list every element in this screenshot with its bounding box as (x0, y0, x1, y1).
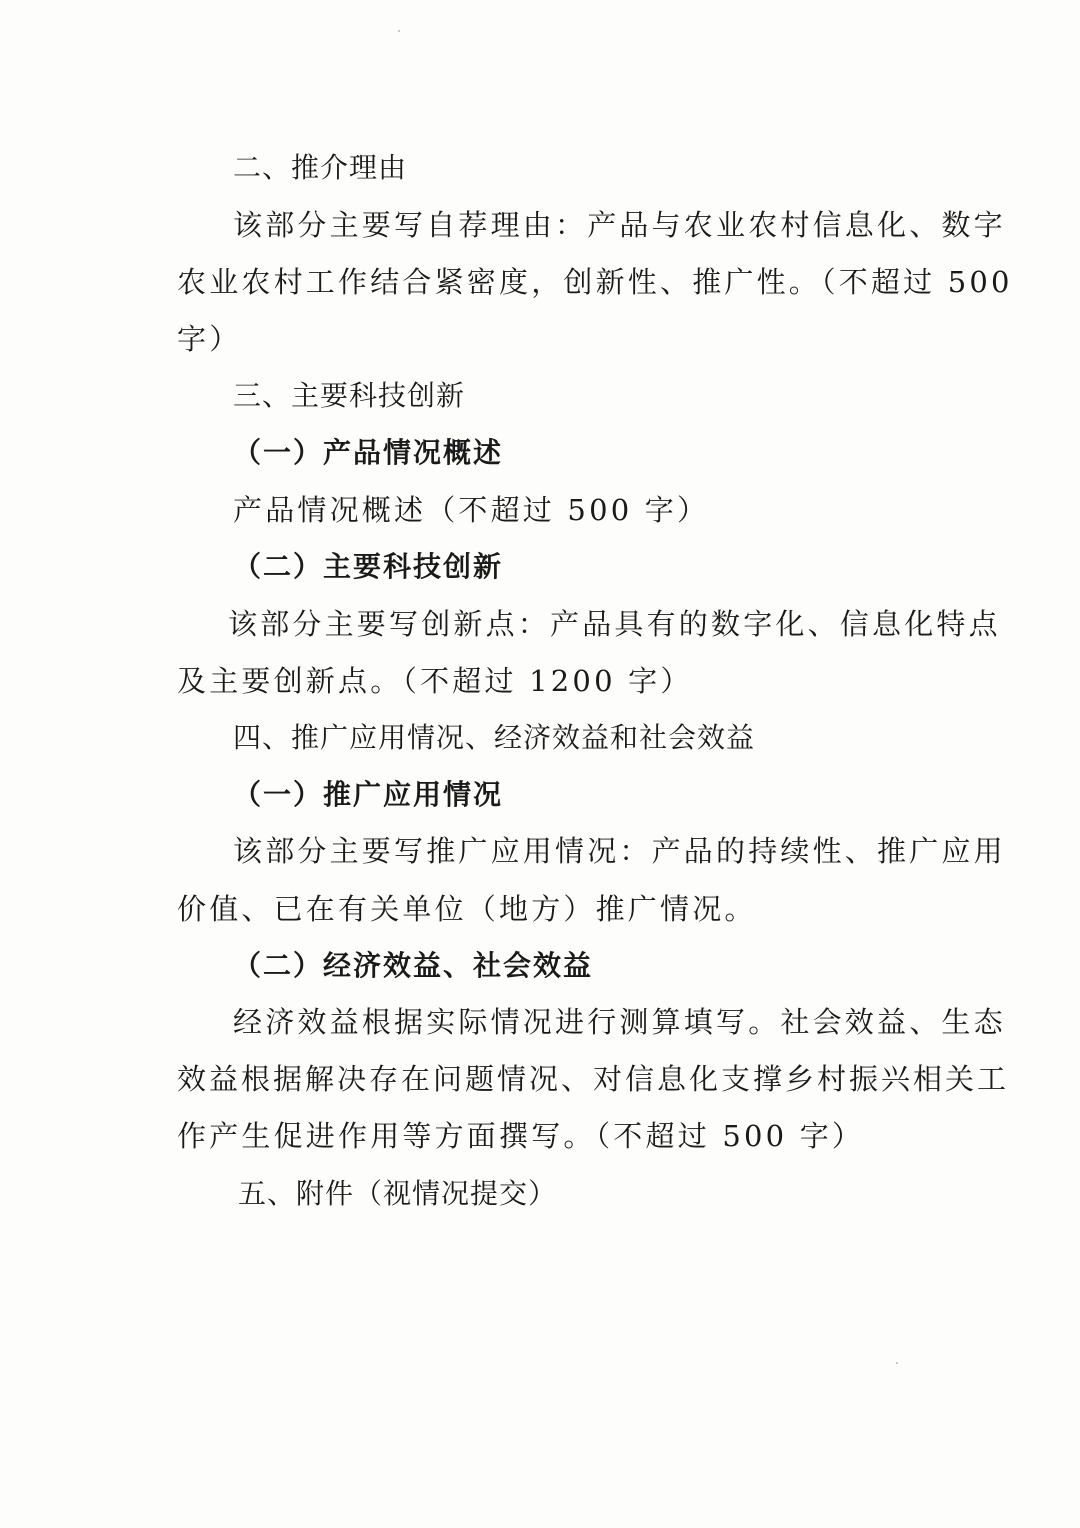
section-heading-innovation: 三、主要科技创新 (233, 379, 466, 412)
paragraph-line: 价值、已在有关单位（地方）推广情况。 (177, 892, 757, 926)
scan-speck (896, 1362, 898, 1364)
paragraph-line: 该部分主要写自荐理由：产品与农业农村信息化、数字 (233, 208, 1006, 242)
scan-speck (398, 30, 400, 32)
section-heading-application-benefits: 四、推广应用情况、经济效益和社会效益 (233, 721, 756, 754)
paragraph-line: 该部分主要写创新点：产品具有的数字化、信息化特点 (228, 607, 1001, 641)
paragraph-line: 及主要创新点。（不超过 1200 字） (177, 664, 693, 698)
paragraph-line: 效益根据解决存在问题情况、对信息化支撑乡村振兴相关工 (177, 1062, 1010, 1096)
subsection-heading-main-innovation: （二）主要科技创新 (233, 550, 504, 583)
paragraph-line: 作产生促进作用等方面撰写。（不超过 500 字） (177, 1119, 865, 1153)
subsection-heading-application: （一）推广应用情况 (233, 778, 504, 811)
paragraph-line: 经济效益根据实际情况进行测算填写。社会效益、生态 (233, 1005, 1006, 1039)
subsection-heading-benefits: （二）经济效益、社会效益 (233, 949, 594, 982)
section-heading-attachments: 五、附件（视情况提交） (238, 1177, 558, 1210)
paragraph-line: 农业农村工作结合紧密度，创新性、推广性。（不超过 500 (177, 265, 1013, 299)
paragraph-line: 字） (177, 322, 242, 356)
paragraph-line: 产品情况概述（不超过 500 字） (233, 493, 710, 527)
section-heading-reasons: 二、推介理由 (233, 151, 408, 184)
paragraph-line: 该部分主要写推广应用情况：产品的持续性、推广应用 (233, 834, 1006, 868)
subsection-heading-product-overview: （一）产品情况概述 (233, 436, 504, 469)
